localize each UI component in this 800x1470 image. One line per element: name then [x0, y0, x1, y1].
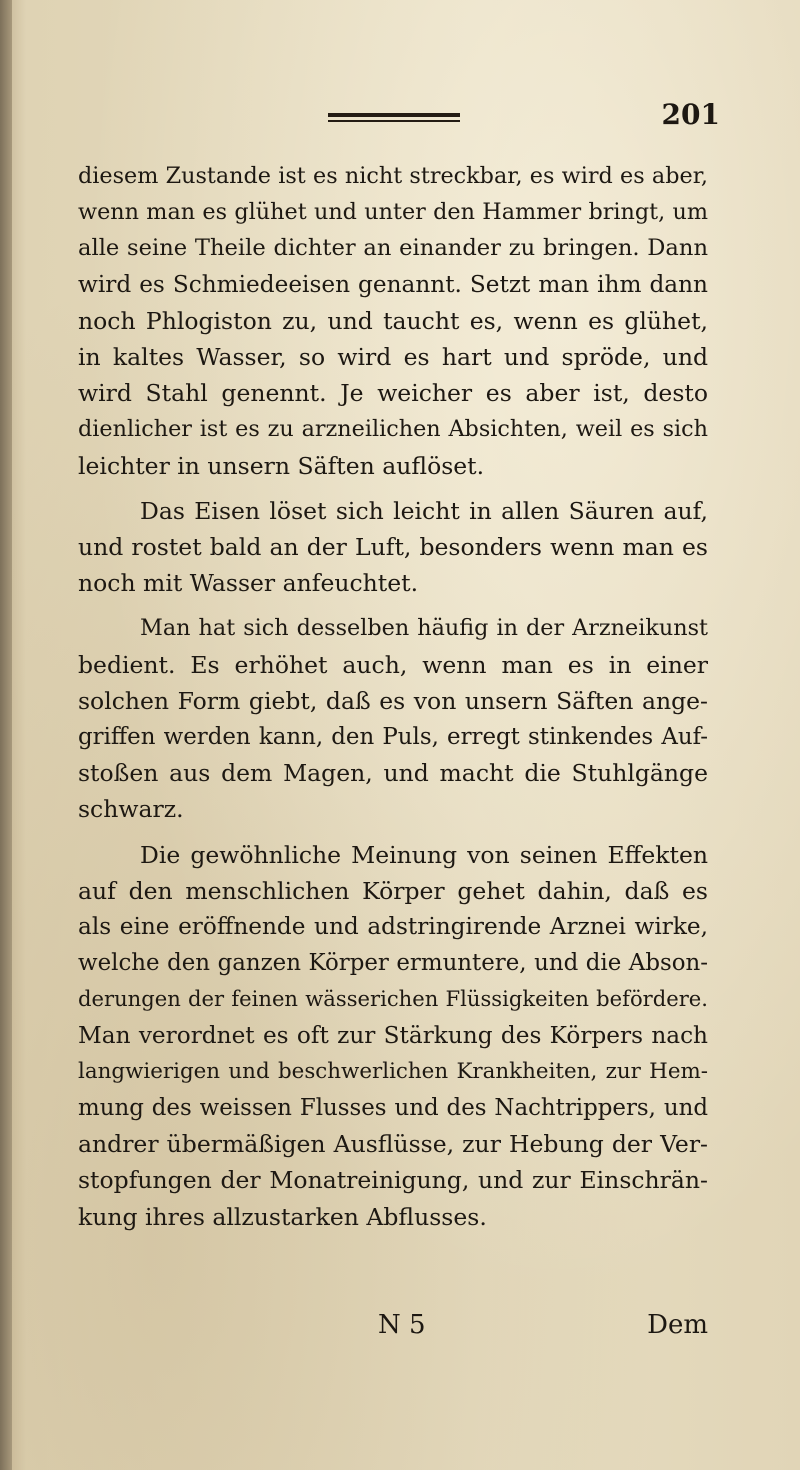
page-footer: [78, 1310, 708, 1350]
paragraph: [78, 610, 708, 827]
text-line: langwierigen und beschwerlichen Krankheiten, zur Hem-: [78, 1058, 708, 1084]
text-line: bedient. Es erhöhet auch, wenn man es in einer: [78, 650, 708, 679]
text-line: alle seine Theile dichter an einander zu bringen. Dann: [78, 235, 708, 262]
text-line: solchen Form giebt, daß es von unsern Säften ange-: [78, 686, 708, 715]
paragraph: [78, 493, 708, 602]
text-line: griffen werden kann, den Puls, erregt stinkendes Auf-: [78, 724, 708, 751]
text-line: und rostet bald an der Luft, besonders wenn man es: [78, 533, 708, 562]
text-line: andrer übermäßigen Ausflüsse, zur Hebung der Ver-: [78, 1130, 708, 1159]
text-line: als eine eröffnende und adstringirende Arznei wirke,: [78, 913, 708, 941]
text-line: Man hat sich desselben häufig in der Arzneikunst: [140, 615, 708, 642]
text-line: derungen der feinen wässerichen Flüssigkeiten befördere.: [78, 986, 708, 1012]
text-line: wird es Schmiedeeisen genannt. Setzt man ihm dann: [78, 270, 708, 298]
header-rule: [328, 113, 460, 122]
text-line: noch Phlogiston zu, und taucht es, wenn es glühet,: [78, 306, 708, 335]
text-line: wird Stahl genennt. Je weicher es aber ist, desto: [78, 379, 708, 408]
text-line: Die gewöhnliche Meinung von seinen Effekten: [140, 840, 708, 869]
catchword: Dem: [647, 1310, 708, 1340]
paragraph: [78, 837, 708, 1235]
text-line: in kaltes Wasser, so wird es hart und spröde, und: [78, 343, 708, 372]
page-binding-edge: [0, 0, 12, 1470]
page-number: 201: [661, 98, 720, 131]
text-line: dienlicher ist es zu arzneilichen Absichten, weil es sich: [78, 416, 708, 443]
text-line: wenn man es glühet und unter den Hammer bringt, um: [78, 199, 708, 226]
text-line: leichter in unsern Säften auflöset.: [78, 451, 485, 480]
text-line: Man verordnet es oft zur Stärkung des Körpers nach: [78, 1021, 708, 1049]
text-line: kung ihres allzustarken Abflusses.: [78, 1202, 487, 1231]
text-line: stopfungen der Monatreinigung, und zur Einschrän-: [78, 1166, 708, 1195]
text-line: welche den ganzen Körper ermuntere, und die Abson-: [78, 950, 708, 977]
text-line: mung des weissen Flusses und des Nachtrippers, und: [78, 1095, 708, 1122]
text-line: diesem Zustande ist es nicht streckbar, es wird es aber,: [78, 163, 708, 189]
text-line: stoßen aus dem Magen, und macht die Stuhlgänge: [78, 759, 708, 788]
text-line: noch mit Wasser anfeuchtet.: [78, 569, 419, 598]
text-line: Das Eisen löset sich leicht in allen Säuren auf,: [140, 496, 708, 525]
signature-mark: N 5: [378, 1310, 426, 1340]
paragraph: [78, 158, 708, 484]
text-line: schwarz.: [78, 795, 184, 824]
body-text: [78, 158, 708, 1235]
text-line: auf den menschlichen Körper gehet dahin, daß es: [78, 876, 708, 905]
